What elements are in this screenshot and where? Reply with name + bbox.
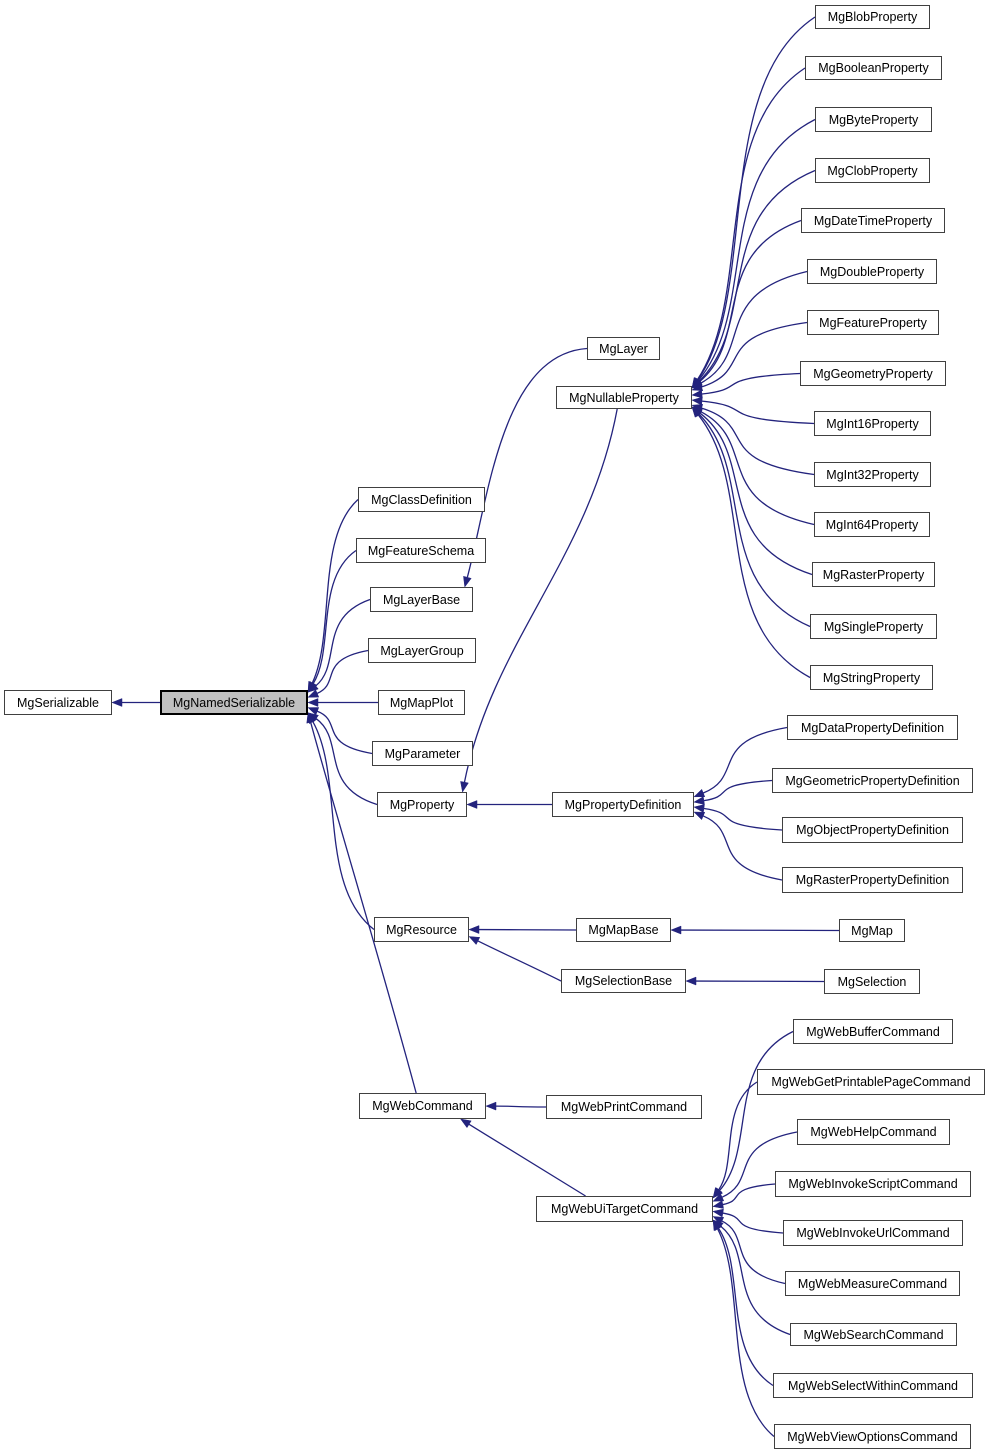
class-node-label: MgWebInvokeScriptCommand [788, 1177, 958, 1191]
class-node-label: MgBlobProperty [827, 10, 918, 24]
class-node-MgWebInvokeScriptCommand[interactable] [775, 1171, 971, 1197]
class-node-label: MgSelection [837, 974, 907, 989]
class-node-label: MgLayer [599, 341, 648, 356]
class-node-MgPropertyDefinition[interactable] [552, 792, 694, 817]
class-node-MgRasterPropertyDefinition[interactable] [782, 867, 963, 893]
class-node-MgSerializable[interactable] [4, 690, 112, 715]
class-node-MgInt64Property[interactable] [814, 512, 930, 537]
class-node-label: MgWebGetPrintablePageCommand [771, 1075, 971, 1089]
class-node-MgDataPropertyDefinition[interactable] [787, 715, 958, 740]
class-node-MgNullableProperty[interactable] [556, 386, 692, 409]
class-node-label: MgMap [851, 923, 893, 938]
class-node-MgStringProperty[interactable] [810, 665, 933, 690]
class-node-MgLayerGroup[interactable] [368, 638, 476, 663]
class-node-MgWebGetPrintablePageCommand[interactable] [757, 1069, 985, 1095]
class-node-MgWebCommand[interactable] [359, 1093, 486, 1119]
class-node-MgFeatureSchema[interactable] [356, 538, 486, 563]
class-node-MgClassDefinition[interactable] [358, 487, 485, 512]
class-node-label: MgMapPlot [389, 695, 454, 710]
class-node-MgByteProperty[interactable] [815, 107, 932, 132]
class-node-MgWebBufferCommand[interactable] [793, 1019, 953, 1044]
class-node-label: MgNullableProperty [569, 390, 679, 405]
class-node-MgObjectPropertyDefinition[interactable] [782, 817, 963, 843]
class-node-MgMapPlot[interactable] [378, 690, 465, 715]
class-node-MgProperty[interactable] [377, 792, 467, 817]
class-node-label: MgInt16Property [826, 416, 919, 431]
class-node-label: MgByteProperty [828, 112, 919, 127]
class-node-label: MgWebSearchCommand [803, 1327, 944, 1342]
class-node-label: MgGeometricPropertyDefinition [785, 773, 960, 788]
class-node-label: MgPropertyDefinition [564, 797, 682, 812]
class-node-label: MgWebHelpCommand [810, 1125, 937, 1139]
class-node-MgSelectionBase[interactable] [561, 969, 686, 993]
class-node-MgWebMeasureCommand[interactable] [785, 1271, 960, 1296]
class-node-label: MgObjectPropertyDefinition [796, 823, 949, 837]
class-node-label: MgDataPropertyDefinition [800, 720, 945, 735]
class-node-label: MgSingleProperty [823, 619, 924, 634]
class-node-label: MgInt32Property [826, 467, 919, 482]
class-node-label: MgFeatureSchema [367, 543, 475, 558]
class-node-MgBooleanProperty[interactable] [805, 56, 942, 80]
class-node-label: MgParameter [384, 746, 461, 761]
class-node-label: MgLayerGroup [380, 643, 464, 658]
class-node-MgRasterProperty[interactable] [812, 562, 935, 587]
class-node-MgNamedSerializable[interactable] [160, 690, 308, 715]
class-node-MgInt32Property[interactable] [814, 462, 931, 487]
class-node-MgWebUiTargetCommand[interactable] [536, 1196, 713, 1222]
class-node-label: MgRasterProperty [822, 567, 925, 582]
class-node-label: MgSelectionBase [574, 974, 673, 988]
class-node-label: MgInt64Property [825, 517, 919, 532]
class-node-label: MgClassDefinition [371, 492, 472, 507]
class-node-MgClobProperty[interactable] [815, 158, 930, 183]
class-node-label: MgRasterPropertyDefinition [795, 873, 950, 887]
class-node-label: MgGeometryProperty [813, 366, 933, 381]
class-node-MgWebHelpCommand[interactable] [797, 1119, 950, 1145]
class-node-MgWebSelectWithinCommand[interactable] [773, 1373, 973, 1398]
class-node-label: MgWebCommand [372, 1099, 473, 1113]
class-node-MgSingleProperty[interactable] [810, 614, 937, 639]
class-node-MgWebSearchCommand[interactable] [790, 1323, 957, 1346]
class-node-MgLayer[interactable] [587, 337, 660, 360]
class-node-label: MgWebSelectWithinCommand [788, 1378, 958, 1393]
class-node-label: MgWebMeasureCommand [797, 1276, 948, 1291]
class-node-MgInt16Property[interactable] [814, 411, 931, 436]
class-node-label: MgWebPrintCommand [560, 1100, 688, 1114]
class-node-label: MgResource [386, 922, 457, 937]
class-node-MgDateTimeProperty[interactable] [801, 208, 945, 233]
class-node-label: MgMapBase [588, 923, 659, 937]
class-node-label: MgWebInvokeUrlCommand [796, 1226, 950, 1240]
class-node-MgWebViewOptionsCommand[interactable] [774, 1424, 971, 1449]
class-node-MgMapBase[interactable] [576, 918, 671, 942]
class-node-MgGeometryProperty[interactable] [800, 361, 946, 386]
class-node-MgGeometricPropertyDefinition[interactable] [772, 768, 973, 793]
class-node-label: MgStringProperty [822, 670, 921, 685]
class-node-MgWebPrintCommand[interactable] [546, 1095, 702, 1119]
class-node-MgLayerBase[interactable] [370, 587, 473, 612]
class-node-MgMap[interactable] [839, 919, 905, 942]
class-node-label: MgLayerBase [382, 592, 461, 607]
class-node-label: MgBooleanProperty [818, 61, 929, 75]
class-node-MgResource[interactable] [374, 917, 469, 942]
class-node-label: MgDateTimeProperty [813, 213, 933, 228]
class-node-label: MgClobProperty [827, 163, 918, 178]
class-node-MgDoubleProperty[interactable] [807, 259, 937, 284]
class-node-label: MgWebBufferCommand [806, 1024, 940, 1039]
class-node-label: MgNamedSerializable [172, 695, 296, 710]
class-node-MgBlobProperty[interactable] [815, 5, 930, 29]
class-node-MgFeatureProperty[interactable] [807, 310, 939, 335]
class-node-label: MgProperty [389, 797, 455, 812]
class-node-label: MgWebViewOptionsCommand [787, 1429, 958, 1444]
class-node-MgWebInvokeUrlCommand[interactable] [783, 1220, 963, 1246]
class-node-MgSelection[interactable] [824, 969, 920, 994]
class-node-MgParameter[interactable] [372, 741, 473, 766]
class-node-label: MgWebUiTargetCommand [550, 1202, 699, 1216]
class-node-label: MgFeatureProperty [819, 315, 927, 330]
class-node-label: MgDoubleProperty [819, 264, 925, 279]
class-node-label: MgSerializable [17, 695, 99, 710]
